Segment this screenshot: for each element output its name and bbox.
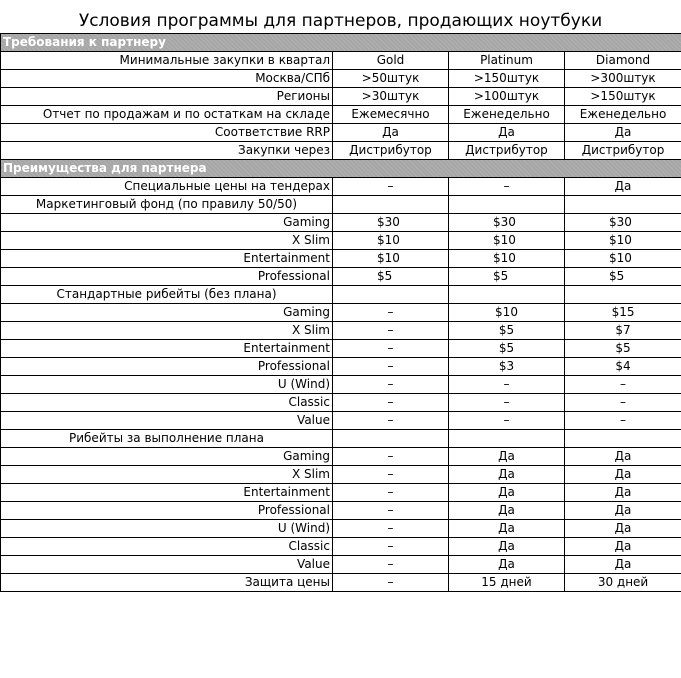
row-label: Entertainment	[1, 484, 333, 502]
value-cell	[449, 196, 565, 214]
row-label: Classic	[1, 394, 333, 412]
table-row	[1, 124, 681, 142]
table-row	[1, 520, 681, 538]
table-row	[1, 466, 681, 484]
value-cell: Дистрибутор	[449, 142, 565, 160]
value-cell: –	[565, 394, 681, 412]
table-row	[1, 52, 681, 70]
partner-conditions-table	[0, 33, 681, 592]
value-cell: –	[333, 574, 449, 592]
value-cell	[565, 430, 681, 448]
value-cell: $15	[565, 304, 681, 322]
row-label: Entertainment	[1, 250, 333, 268]
table-row	[1, 70, 681, 88]
value-cell	[333, 286, 449, 304]
table-row	[1, 196, 681, 214]
value-cell: Да	[565, 178, 681, 196]
section-label: Преимущества для партнера	[1, 160, 681, 178]
value-cell: >300штук	[565, 70, 681, 88]
table-row	[1, 502, 681, 520]
table-row	[1, 484, 681, 502]
table-row	[1, 88, 681, 106]
value-cell: Да	[449, 124, 565, 142]
value-cell: –	[333, 520, 449, 538]
table-row	[1, 430, 681, 448]
row-label: Value	[1, 412, 333, 430]
value-cell: –	[333, 322, 449, 340]
row-label: X Slim	[1, 322, 333, 340]
value-cell: –	[333, 538, 449, 556]
value-cell: >150штук	[565, 88, 681, 106]
row-label: Закупки через	[1, 142, 333, 160]
value-cell: $5	[449, 268, 565, 286]
value-cell: $10	[449, 250, 565, 268]
page-title: Условия программы для партнеров, продающих ноутбуки	[78, 11, 603, 31]
row-label: Рибейты за выполнение плана	[1, 430, 333, 448]
section-label: Требования к партнеру	[1, 34, 681, 52]
section-requirements	[1, 34, 681, 52]
row-label: Gaming	[1, 214, 333, 232]
value-cell: Да	[449, 538, 565, 556]
row-label: Маркетинговый фонд (по правилу 50/50)	[1, 196, 333, 214]
table-row	[1, 286, 681, 304]
value-cell: Ежемесячно	[333, 106, 449, 124]
table-row	[1, 358, 681, 376]
value-cell: Еженедельно	[449, 106, 565, 124]
value-cell: –	[333, 448, 449, 466]
value-cell: Да	[565, 448, 681, 466]
table-row	[1, 412, 681, 430]
value-cell: Да	[565, 520, 681, 538]
value-cell: Да	[449, 502, 565, 520]
value-cell: Да	[449, 520, 565, 538]
row-label: Москва/СПб	[1, 70, 333, 88]
value-cell: $30	[565, 214, 681, 232]
row-label: Professional	[1, 502, 333, 520]
row-label: Gaming	[1, 448, 333, 466]
value-cell: –	[333, 556, 449, 574]
value-cell: >100штук	[449, 88, 565, 106]
value-cell: $7	[565, 322, 681, 340]
value-cell: –	[333, 358, 449, 376]
value-cell: Gold	[333, 52, 449, 70]
row-label: U (Wind)	[1, 520, 333, 538]
value-cell	[565, 286, 681, 304]
value-cell: –	[333, 484, 449, 502]
value-cell: Platinum	[449, 52, 565, 70]
value-cell: $3	[449, 358, 565, 376]
value-cell: Да	[333, 124, 449, 142]
value-cell: $30	[333, 214, 449, 232]
table-row	[1, 322, 681, 340]
value-cell: –	[333, 304, 449, 322]
value-cell: Да	[565, 466, 681, 484]
table-row	[1, 250, 681, 268]
row-label: Специальные цены на тендерах	[1, 178, 333, 196]
value-cell: –	[449, 394, 565, 412]
value-cell: $10	[333, 250, 449, 268]
row-label: Минимальные закупки в квартал	[1, 52, 333, 70]
value-cell: $10	[333, 232, 449, 250]
table-row	[1, 574, 681, 592]
row-label: Value	[1, 556, 333, 574]
table-row	[1, 394, 681, 412]
table-row	[1, 556, 681, 574]
row-label: X Slim	[1, 466, 333, 484]
value-cell: $5	[333, 268, 449, 286]
table-row	[1, 340, 681, 358]
value-cell: $5	[449, 340, 565, 358]
table-row	[1, 304, 681, 322]
value-cell: –	[565, 376, 681, 394]
value-cell: $10	[565, 232, 681, 250]
value-cell: –	[333, 502, 449, 520]
value-cell: $5	[565, 268, 681, 286]
value-cell: >50штук	[333, 70, 449, 88]
value-cell: –	[333, 376, 449, 394]
table-row	[1, 178, 681, 196]
value-cell: Да	[449, 448, 565, 466]
row-label: Entertainment	[1, 340, 333, 358]
row-label: Gaming	[1, 304, 333, 322]
value-cell: Дистрибутор	[565, 142, 681, 160]
value-cell: $5	[449, 322, 565, 340]
value-cell: >150штук	[449, 70, 565, 88]
table-row	[1, 268, 681, 286]
row-label: Регионы	[1, 88, 333, 106]
value-cell: Да	[565, 124, 681, 142]
table-row	[1, 376, 681, 394]
value-cell: Diamond	[565, 52, 681, 70]
row-label: X Slim	[1, 232, 333, 250]
table-row	[1, 538, 681, 556]
section-benefits	[1, 160, 681, 178]
value-cell: Да	[565, 538, 681, 556]
value-cell: –	[449, 178, 565, 196]
value-cell: –	[449, 412, 565, 430]
table-row	[1, 448, 681, 466]
value-cell: Да	[449, 466, 565, 484]
value-cell: 15 дней	[449, 574, 565, 592]
row-label: Professional	[1, 268, 333, 286]
row-label: Соответствие RRP	[1, 124, 333, 142]
value-cell: $4	[565, 358, 681, 376]
value-cell: $5	[565, 340, 681, 358]
row-label: Classic	[1, 538, 333, 556]
row-label: Защита цены	[1, 574, 333, 592]
value-cell: $10	[449, 232, 565, 250]
value-cell: Да	[565, 484, 681, 502]
value-cell: –	[565, 412, 681, 430]
value-cell	[449, 430, 565, 448]
value-cell	[333, 430, 449, 448]
value-cell: $10	[565, 250, 681, 268]
value-cell: –	[333, 412, 449, 430]
value-cell	[449, 286, 565, 304]
value-cell: Да	[449, 484, 565, 502]
row-label: Стандартные рибейты (без плана)	[1, 286, 333, 304]
value-cell: –	[333, 466, 449, 484]
value-cell: Да	[565, 556, 681, 574]
row-label: U (Wind)	[1, 376, 333, 394]
row-label: Отчет по продажам и по остаткам на складе	[1, 106, 333, 124]
value-cell: –	[333, 340, 449, 358]
row-label: Professional	[1, 358, 333, 376]
value-cell: Да	[565, 502, 681, 520]
table-row	[1, 142, 681, 160]
value-cell: $10	[449, 304, 565, 322]
value-cell: $30	[449, 214, 565, 232]
value-cell: 30 дней	[565, 574, 681, 592]
table-row	[1, 214, 681, 232]
value-cell	[565, 196, 681, 214]
value-cell: Да	[449, 556, 565, 574]
value-cell: >30штук	[333, 88, 449, 106]
value-cell: –	[333, 394, 449, 412]
value-cell: Дистрибутор	[333, 142, 449, 160]
table-row	[1, 106, 681, 124]
value-cell	[333, 196, 449, 214]
value-cell: –	[333, 178, 449, 196]
table-row	[1, 232, 681, 250]
value-cell: Еженедельно	[565, 106, 681, 124]
value-cell: –	[449, 376, 565, 394]
